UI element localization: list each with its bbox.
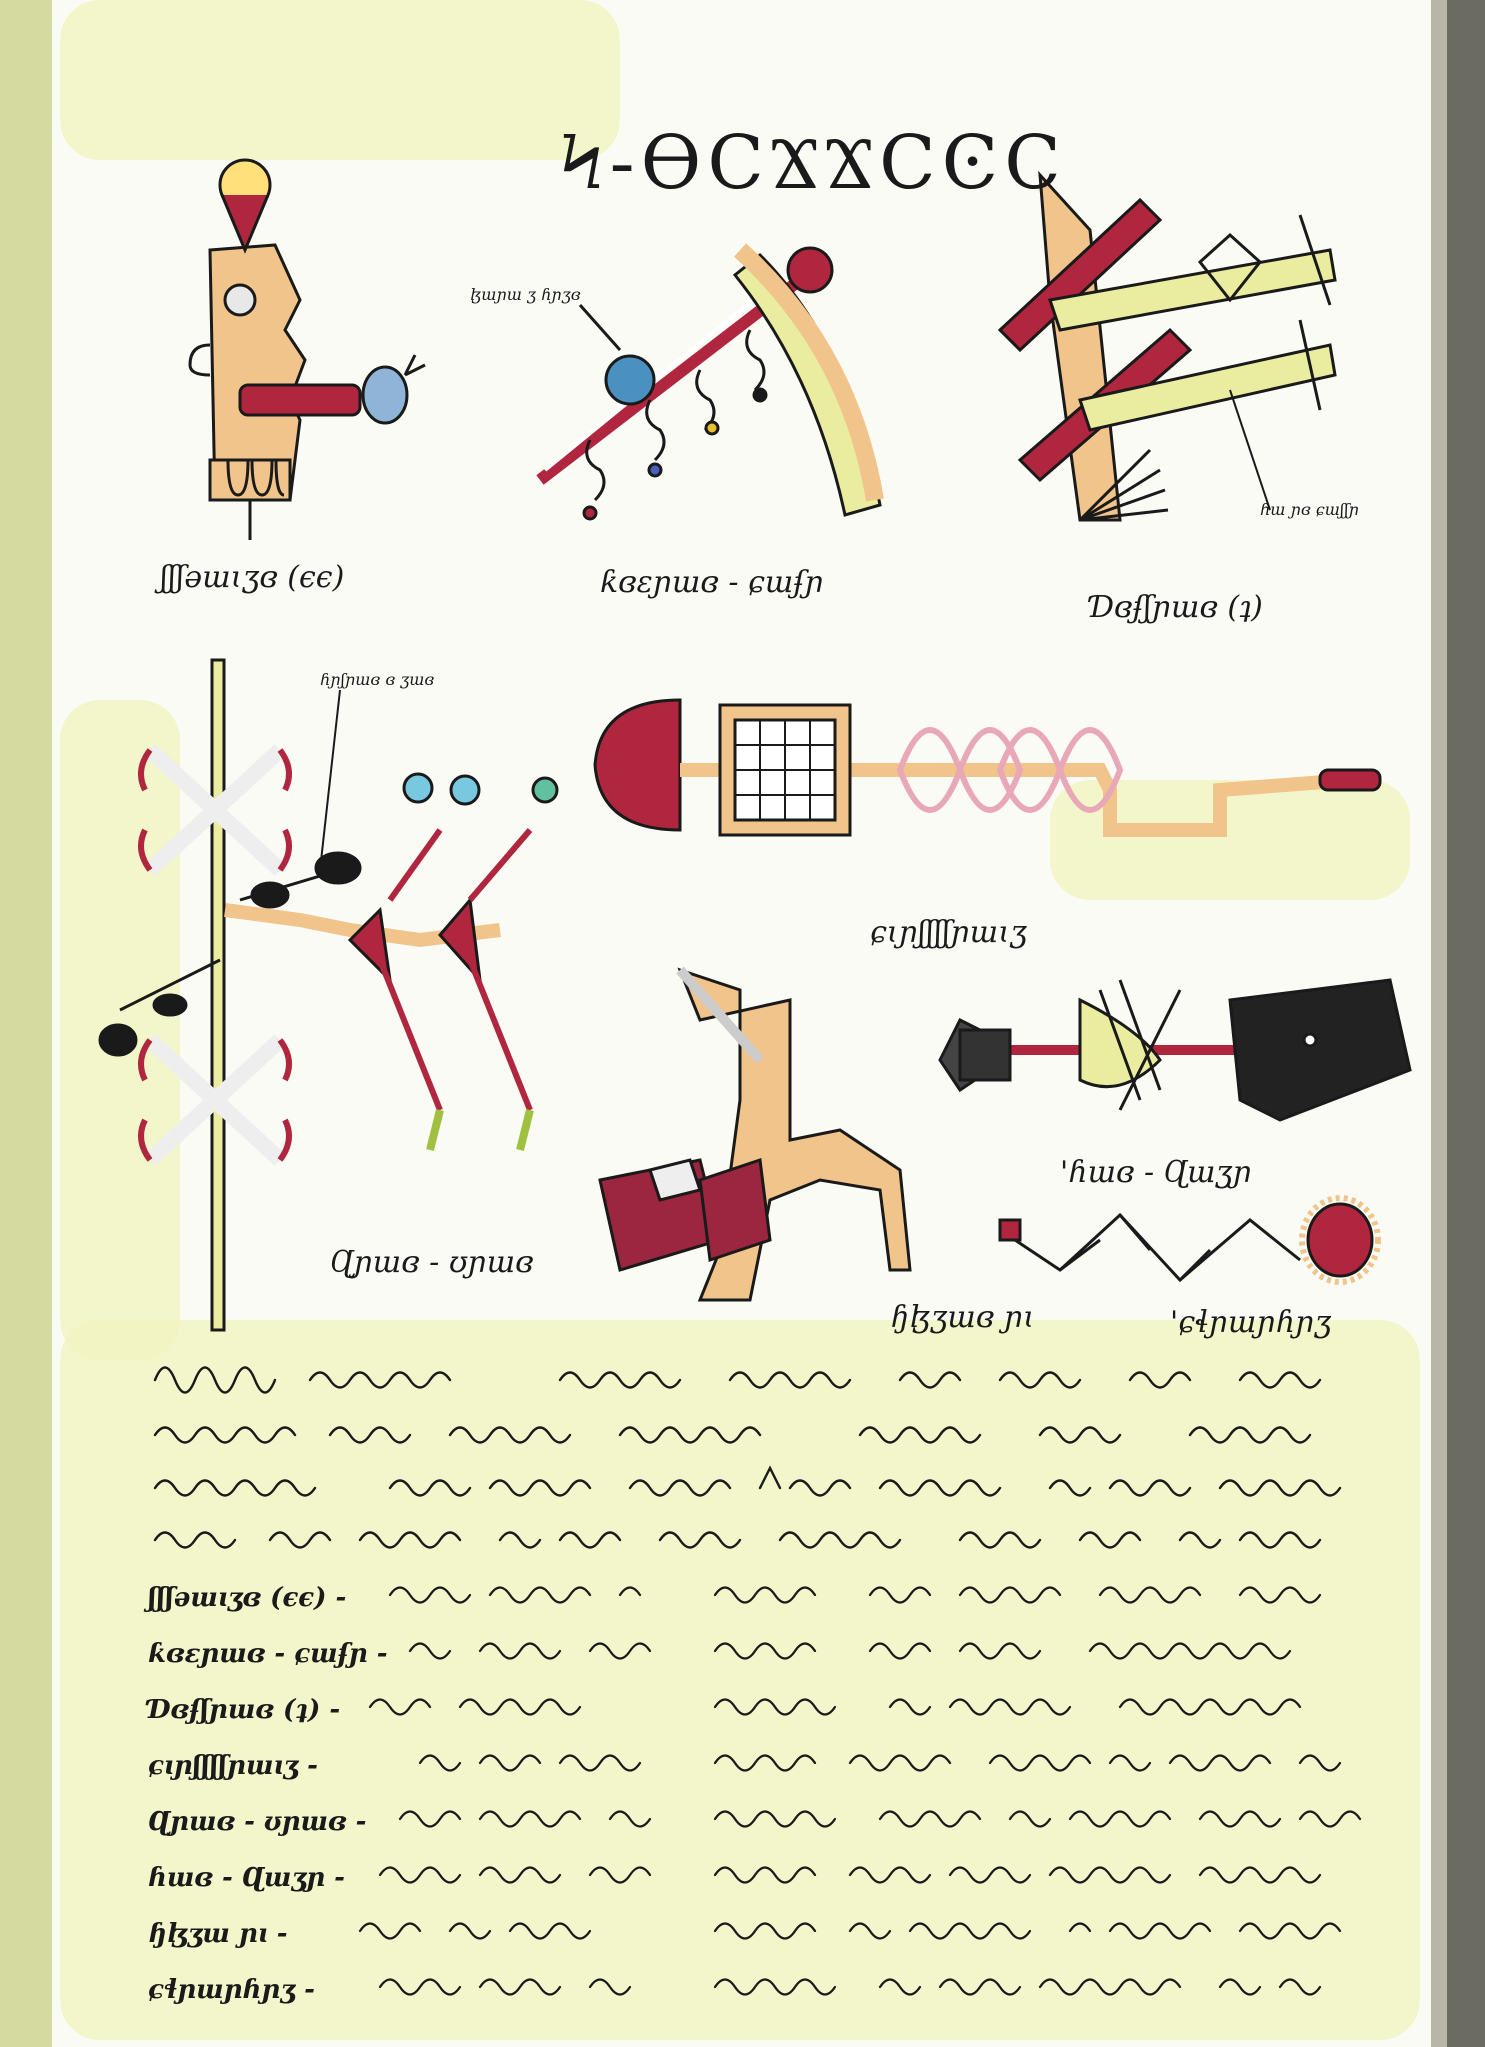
legend-entry: Ɋɲɯɞ - ʊɲɯɞ - [148, 1807, 367, 1837]
legend-entry: Ɗɞʄʃɲɯɞ (ʇ) - [148, 1695, 341, 1725]
figure-3-sublabel: ɦɯ ɲɞ ɕɯʃʃɲ [1260, 500, 1359, 519]
figure-7-caption: ɧɮʒɯɞ ɲɩ [890, 1300, 1035, 1335]
figure-8-caption: 'ɕɬɲɯɲɦɲʒ [1170, 1305, 1332, 1340]
figure-4-caption: ɕɩɲʃʃʃʃɲɯɩʒ [870, 915, 1027, 950]
page-title: Ϟ-ϴϹϪϪϹϾϹ [560, 120, 1067, 206]
figure-2-caption: ƙɞɛɲɯɞ - ɕɯʄɲ [600, 565, 824, 600]
legend-entry: ƙɞɛɲɯɞ - ɕɯʄɲ - [148, 1639, 388, 1669]
legend-entry: ɦɯɞ - Ɋɯʒɲ - [148, 1863, 345, 1893]
legend-entry: ɕɬɲɯɲɦɲʒ - [148, 1975, 315, 2005]
figure-5-caption: Ɋɲɯɞ - ʊɲɯɞ [330, 1245, 534, 1280]
figure-1-caption: ʃʃʃǝɯɩʒɞ (ϵϵ) [160, 560, 345, 595]
legend-entry: ɧɮʒɯ ɲɩ - [148, 1919, 288, 1949]
figure-5-sublabel: ɦɲʃɲɯɞ ɞ ʒɯɞ [320, 670, 435, 689]
figure-3-caption: Ɗɞʄʃɲɯɞ (ʇ) [1090, 590, 1263, 625]
legend-entry: ɕɩɲʃʃʃʃɲɯɩʒ - [148, 1751, 318, 1781]
figure-6-caption: 'ɦɯɞ - Ɋɯʒɲ [1060, 1155, 1252, 1190]
legend-entry: ʃʃʃǝɯɩʒɞ (ϵϵ) - [148, 1583, 347, 1613]
figure-2-sublabel: ɮɯɲɯ ʒ ɦɲʒɞ [470, 285, 581, 304]
